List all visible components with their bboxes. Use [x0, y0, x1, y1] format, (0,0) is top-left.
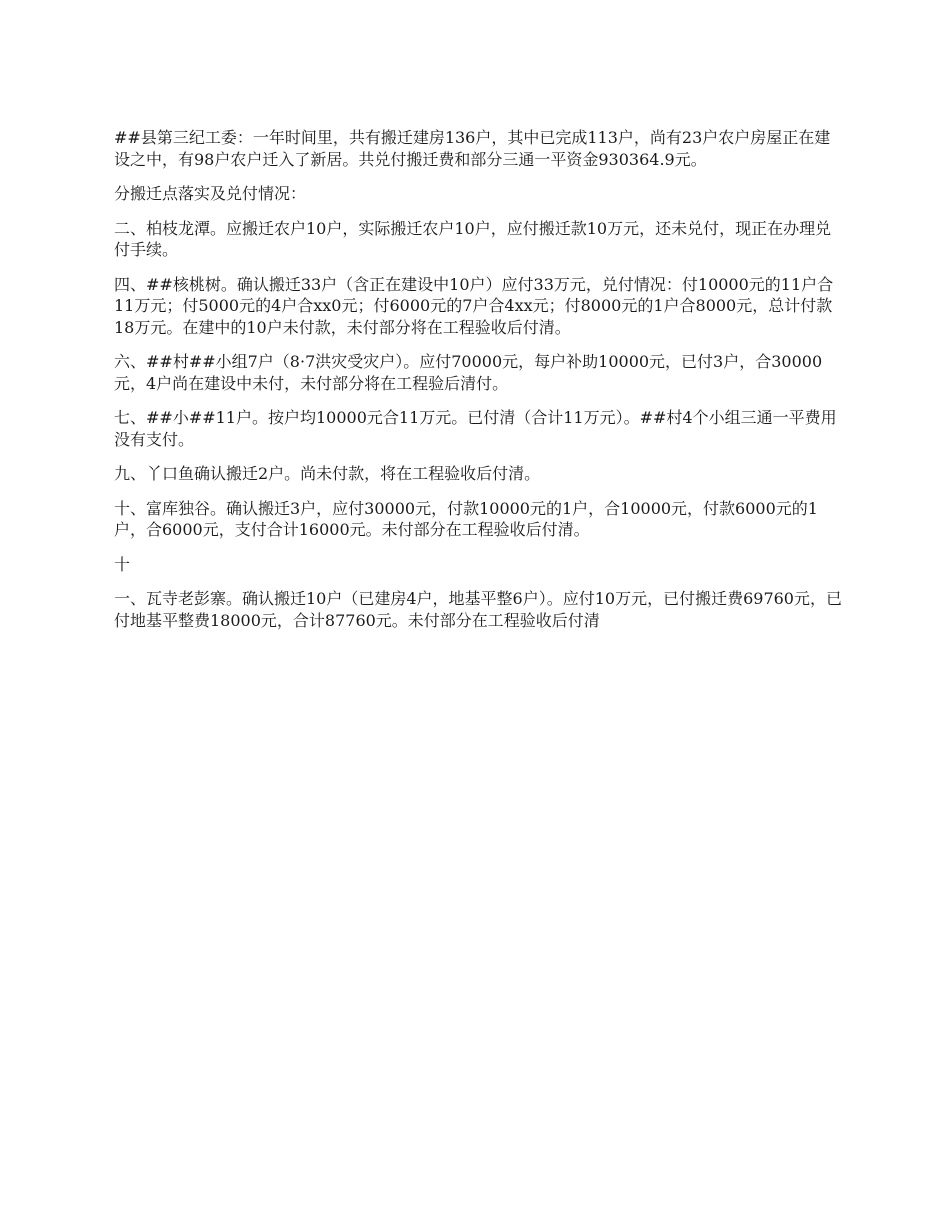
paragraph-section-heading: 分搬迁点落实及兑付情况：: [114, 184, 307, 203]
paragraph-item-10: 十、富库独谷。确认搬迁3户，应付30000元，付款10000元的1户，合10000元，付款6000元的1户，合6000元，支付合计16000元。未付部分在工程验收后付清。: [114, 498, 818, 539]
paragraph-item-2: 二、柏枝龙潭。应搬迁农户10户，实际搬迁农户10户，应付搬迁款10万元，还未兑付，现正在办理兑付手续。: [114, 218, 832, 259]
paragraph-item-9: 九、丫口鱼确认搬迁2户。尚未付款，将在工程验收后付清。: [114, 464, 541, 483]
paragraph-item-11-prefix: 十: [114, 554, 131, 574]
paragraph-item-7: 七、##小##11户。按户均10000元合11万元。已付清（合计11万元）。##村4个小组三通一平费用没有支付。: [114, 408, 837, 449]
paragraph-item-6: 六、##村##小组7户（8·7洪灾受灾户）。应付70000元，每户补助10000元，已付3户，合30000元，4户尚在建设中未付，未付部分将在工程验后清付。: [114, 352, 823, 393]
paragraph-item-4: 四、##核桃树。确认搬迁33户（含正在建设中10户）应付33万元，兑付情况：付10000元的11户合11万元；付5000元的4户合xx0元；付6000元的7户合4xx元；付8000元的1户合8000元，总计付款18万元。在建中的10户未付款，未付部分将在工程验收后付清。: [114, 274, 834, 337]
paragraph-summary: ##县第三纪工委：一年时间里，共有搬迁建房136户，其中已完成113户，尚有23户农户房屋正在建设之中，有98户农户迁入了新居。共兑付搬迁费和部分三通一平资金930364.9元。: [114, 128, 831, 169]
paragraph-item-11: 一、瓦寺老彭寨。确认搬迁10户（已建房4户，地基平整6户）。应付10万元，已付搬迁费69760元，已付地基平整费18000元，合计87760元。未付部分在工程验收后付清: [114, 589, 842, 630]
document-body: [114, 127, 842, 644]
